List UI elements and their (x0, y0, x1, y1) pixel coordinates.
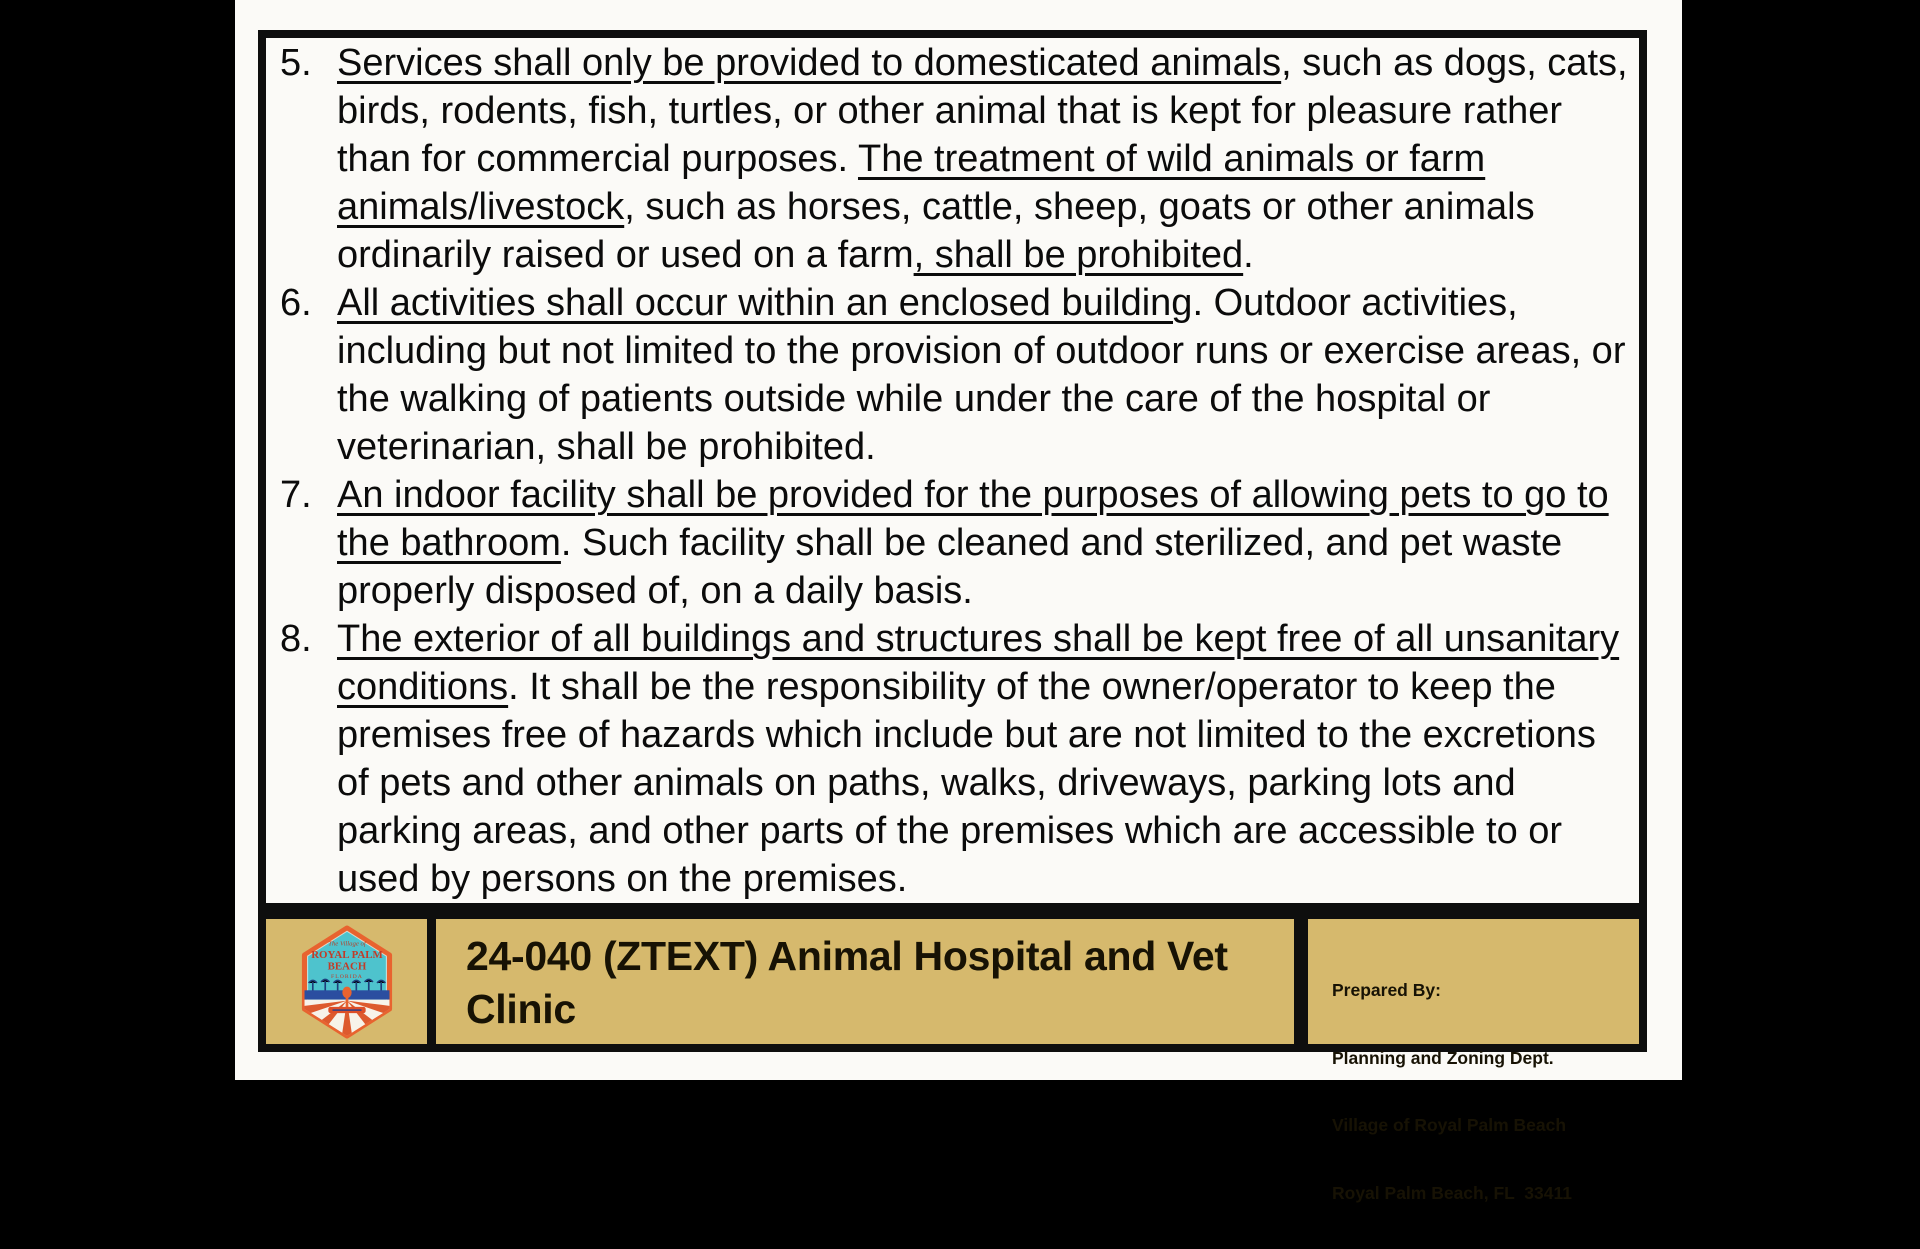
item-number: 7. (280, 474, 312, 516)
list-item (280, 471, 1633, 615)
text-segment: . (1243, 234, 1254, 276)
footer-bar (258, 911, 1647, 1203)
text-segment: . It shall be the responsibility of the owner/operator to keep the premises free of hazards which include but are not limited to the excretions of pets and other animals on paths, walks, driveways, parking lots and parking areas, and other parts of the premises which are accessible to or used by persons on the premises. (337, 666, 1596, 900)
prepared-by-address: Royal Palm Beach, FL 33411 (1332, 1182, 1572, 1203)
text-segment: Services shall only be provided to domesticated animals (337, 42, 1282, 84)
item-text (337, 471, 1633, 615)
prepared-by-label: Prepared By: (1332, 980, 1441, 1000)
text-segment: , such as dogs, cats, birds, rodents, fish, turtles, or other animal that is kept for pleasure rather than for commercial purposes. (337, 42, 1628, 180)
item-text (337, 39, 1633, 279)
regulations-text-box (258, 30, 1647, 911)
slide-title: 24-040 (ZTEXT) Animal Hospital and Vet Clinic (466, 933, 1228, 1032)
seal-name-line1: ROYAL PALM (310, 948, 383, 961)
title-cell (436, 919, 1294, 1044)
item-number: 6. (280, 282, 312, 324)
seal-subtitle: FLORIDA (330, 973, 363, 980)
list-item (280, 39, 1633, 279)
logo-cell (266, 919, 436, 1044)
regulation-list (280, 39, 1633, 903)
presentation-slide (235, 0, 1682, 1203)
text-segment: , such as horses, cattle, sheep, goats or other animals ordinarily raised or used on a farm (337, 186, 1535, 276)
seal-tagline: The Village of (327, 940, 366, 948)
prepared-by-dept: Planning and Zoning Dept. (1332, 1047, 1554, 1068)
item-number: 5. (280, 42, 312, 84)
seal-banner (328, 1006, 365, 1012)
text-segment: . Outdoor activities, including but not limited to the provision of outdoor runs or exercise areas, or the walking of patients outside while under the care of the hospital or veterinarian, shall be prohibited. (337, 282, 1626, 468)
prepared-by-org: Village of Royal Palm Beach (1332, 1115, 1567, 1135)
text-segment: , shall be prohibited (913, 234, 1244, 276)
item-text (337, 615, 1633, 903)
text-segment: The exterior of all buildings and structures shall be kept free of all unsanitary conditions (337, 618, 1620, 708)
list-item (280, 279, 1633, 471)
text-segment: . Such facility shall be cleaned and sterilized, and pet waste properly disposed of, on a daily basis. (337, 522, 1563, 612)
item-text (337, 279, 1633, 471)
text-segment: All activities shall occur within an enclosed building (337, 282, 1193, 324)
royal-palm-beach-seal-logo (300, 925, 394, 1039)
item-number: 8. (280, 618, 312, 660)
text-segment: The treatment of wild animals or farm animals/livestock (337, 138, 1486, 228)
list-item (280, 615, 1633, 903)
prepared-by-cell (1294, 919, 1639, 1203)
text-segment: An indoor facility shall be provided for the purposes of allowing pets to go to the bathroom (337, 474, 1609, 564)
seal-name-line2: BEACH (327, 960, 366, 973)
